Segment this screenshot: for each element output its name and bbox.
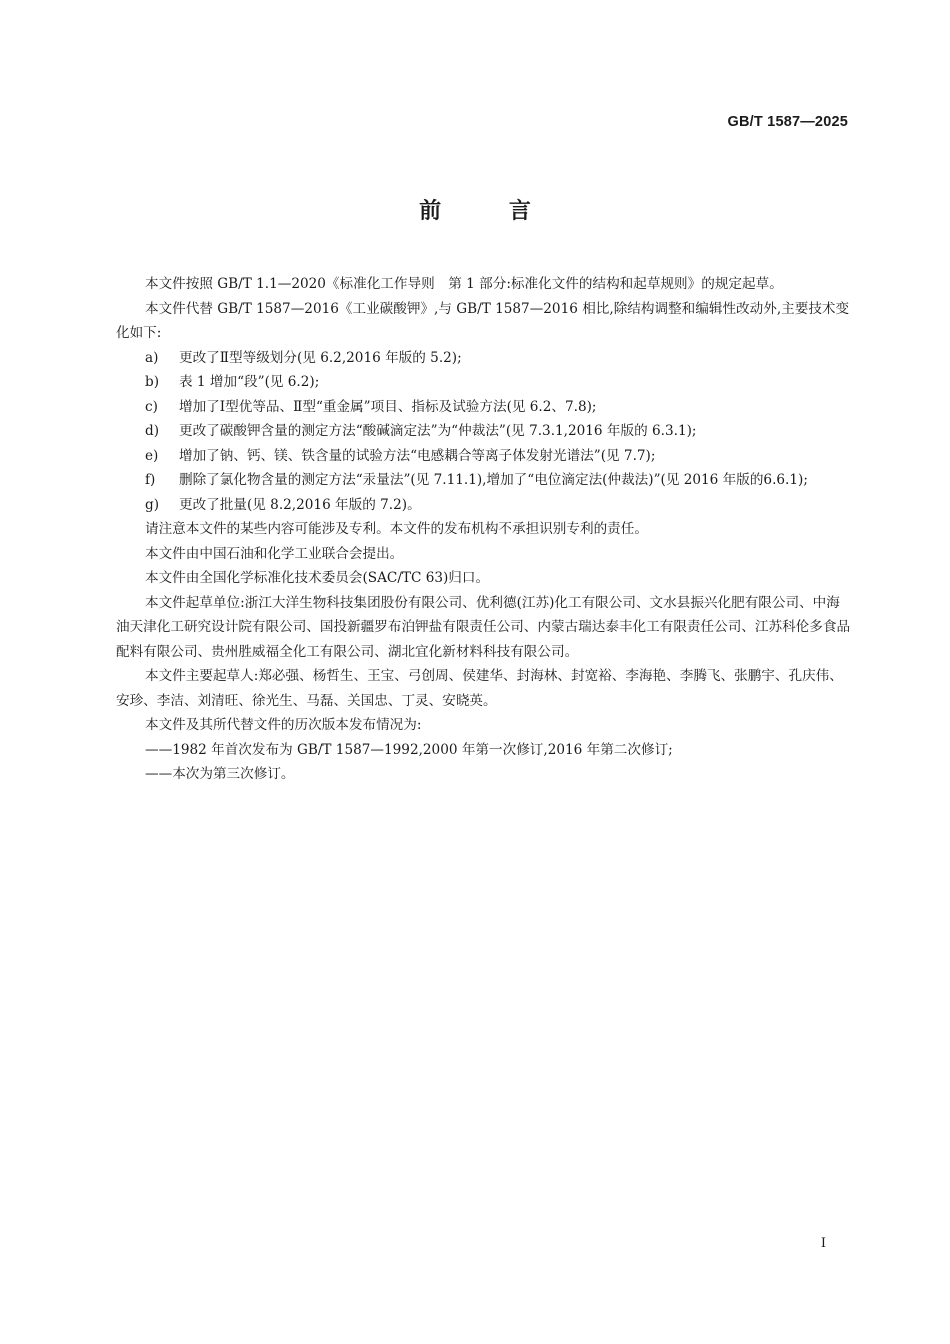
list-item xyxy=(116,493,852,518)
list-item-text: 更改了碳酸钾含量的测定方法“酸碱滴定法”为“仲裁法”(见 7.3.1,2016 年版的 6.3.1); xyxy=(179,423,697,439)
page-title: 前 言 xyxy=(419,199,561,224)
foreword-body xyxy=(116,272,852,787)
history-item: ——本次为第三次修订。 xyxy=(145,766,295,782)
list-item-text: 更改了Ⅱ型等级划分(见 6.2,2016 年版的 5.2); xyxy=(179,349,462,366)
list-item-letter: c) xyxy=(145,398,158,415)
list-item-text: 表 1 增加“段”(见 6.2); xyxy=(179,374,320,390)
list-item-letter: f) xyxy=(145,472,156,488)
paragraph-drafting-units: 本文件起草单位:浙江大洋生物科技集团股份有限公司、优利德(江苏)化工有限公司、文水县振兴化肥有限公司、中海油天津化工研究设计院有限公司、国投新疆罗布泊钾盐有限责任公司、内蒙古瑞达泰丰化工有限责任公司、江苏科伦多食品配料有限公司、贵州胜威福全化工有限公司、湖北宜化新材料科技有限公司。 xyxy=(116,594,851,660)
list-item-letter: a) xyxy=(145,349,159,366)
list-item-letter: b) xyxy=(145,374,160,390)
list-item xyxy=(116,444,852,469)
list-item-text: 增加了Ⅰ型优等品、Ⅱ型“重金属”项目、指标及试验方法(见 6.2、7.8); xyxy=(179,398,597,415)
paragraph-centralized-by: 本文件由全国化学标准化技术委员会(SAC/TC 63)归口。 xyxy=(145,570,490,586)
list-item-letter: d) xyxy=(145,423,160,439)
list-item-text: 更改了批量(见 8.2,2016 年版的 7.2)。 xyxy=(179,496,421,513)
paragraph-drafters: 本文件主要起草人:郑必强、杨哲生、王宝、弓创周、侯建华、封海林、封宽裕、李海艳、李腾飞、张鹏宇、孔庆伟、安珍、李洁、刘清旺、徐光生、马磊、关国忠、丁灵、安晓英。 xyxy=(116,668,843,709)
history-item: ——1982 年首次发布为 GB/T 1587—1992,2000 年第一次修订,2016 年第二次修订; xyxy=(145,741,673,758)
paragraph-replaces: 本文件代替 GB/T 1587—2016《工业碳酸钾》,与 GB/T 1587—2016 相比,除结构调整和编辑性改动外,主要技术变化如下: xyxy=(116,300,850,341)
paragraph-history-intro: 本文件及其所代替文件的历次版本发布情况为: xyxy=(145,717,422,733)
paragraph-proposed-by: 本文件由中国石油和化学工业联合会提出。 xyxy=(145,545,404,562)
list-item-text: 删除了氯化物含量的测定方法“汞量法”(见 7.11.1),增加了“电位滴定法(仲裁法)”(见 2016 年版的6.6.1); xyxy=(179,472,808,488)
document-number: GB/T 1587—2025 xyxy=(727,114,848,130)
list-item xyxy=(116,468,852,493)
list-item-letter: g) xyxy=(145,496,160,513)
list-item-letter: e) xyxy=(145,447,159,464)
list-item-text: 增加了钠、钙、镁、铁含量的试验方法“电感耦合等离子体发射光谱法”(见 7.7); xyxy=(179,447,656,464)
list-item xyxy=(116,395,852,420)
page-number: I xyxy=(820,1236,826,1251)
paragraph-drafting-rules: 本文件按照 GB/T 1.1—2020《标准化工作导则 第 1 部分:标准化文件的结构和起草规则》的规定起草。 xyxy=(145,276,783,292)
list-item xyxy=(116,419,852,444)
list-item xyxy=(116,346,852,371)
list-item xyxy=(116,370,852,395)
paragraph-patent-notice: 请注意本文件的某些内容可能涉及专利。本文件的发布机构不承担识别专利的责任。 xyxy=(145,521,648,537)
